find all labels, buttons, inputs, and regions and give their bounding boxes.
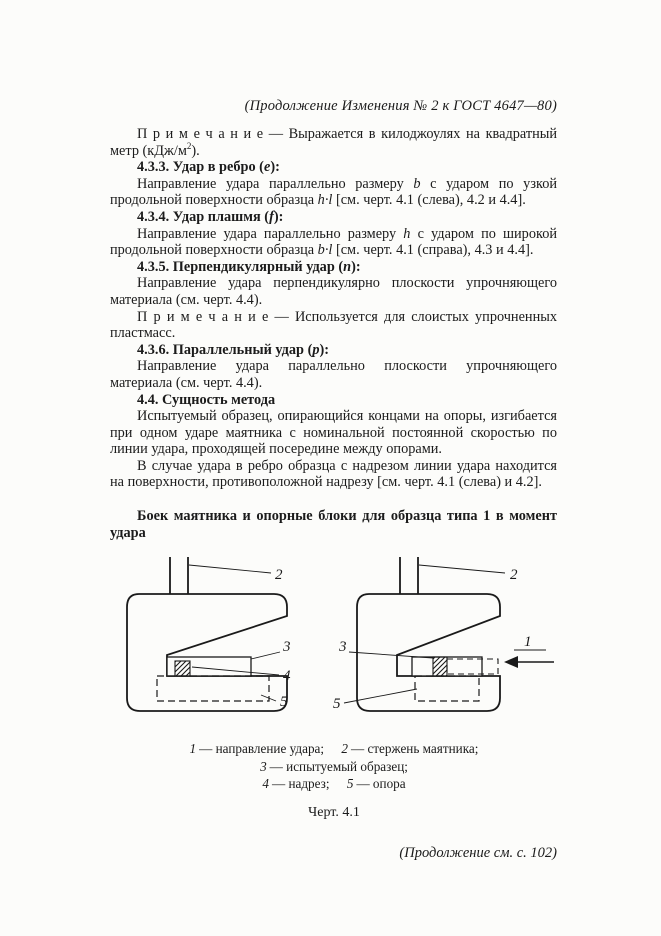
para-4-4-2: В случае удара в ребро образца с надрезом линии удара находится на поверхности, противоположной надрезу [см. черт. 4.1 (слева) и 4.2].	[110, 457, 557, 491]
label-5-right: 5	[333, 696, 341, 713]
figure-caption: Черт. 4.1	[308, 804, 360, 820]
para-4-3-4: Направление удара параллельно размеру h с ударом по широкой продольной поверхности образца b·l [см. черт. 4.1 (справа), 4.3 и 4.4].	[110, 225, 557, 259]
para-4-3-3: Направление удара параллельно размеру b с ударом по узкой продольной поверхности образца h·l [см. черт. 4.1 (слева), 4.2 и 4.4].	[110, 175, 557, 209]
label-5-left: 5	[280, 694, 288, 711]
notch-hatch-right	[433, 657, 447, 676]
label-3-left: 3	[283, 639, 291, 656]
figure-legend	[104, 740, 564, 793]
legend-item-4: 4 — надрез;	[262, 776, 330, 792]
legend-item-1: 1 — направление удара;	[189, 741, 325, 757]
label-1: 1	[524, 634, 532, 651]
label-2-left: 2	[275, 567, 283, 584]
text-block	[110, 126, 557, 541]
notch-hatch-left	[175, 661, 190, 676]
leader-2-right	[419, 565, 505, 573]
page-footer: (Продолжение см. с. 102)	[399, 844, 557, 861]
note-layered-plastics: П р и м е ч а н и е — Используется для слоистых упрочненных пластмасс.	[110, 308, 557, 342]
leader-3-right	[349, 652, 433, 658]
leader-2-left	[189, 565, 271, 573]
pendulum-rod-left	[170, 557, 188, 594]
note-kilojoules: П р и м е ч а н и е — Выражается в килоджоулях на квадратный метр $(кДж/м^2)$.	[110, 126, 557, 159]
legend-line-1	[104, 740, 564, 775]
leader-5-right	[344, 689, 417, 703]
legend-line-2	[104, 775, 564, 793]
support-right	[415, 676, 479, 701]
para-4-3-6: Направление удара параллельно плоскости упрочняющего материала (см. черт. 4.4).	[110, 358, 557, 391]
figure-title-text: Боек маятника и опорные блоки для образца типа 1 в момент удара	[110, 508, 557, 541]
figure-4-1-diagram	[112, 555, 572, 732]
support-left	[157, 676, 269, 701]
para-4-4-1: Испытуемый образец, опирающийся концами на опоры, изгибается при одном ударе маятника с номинальной постоянной скоростью по линии удара, проходящей посередине между опорами.	[110, 408, 557, 458]
figure-title	[110, 508, 557, 541]
page-header: (Продолжение Изменения № 2 к ГОСТ 4647—80)	[244, 98, 557, 114]
legend-item-3: 3 — испытуемый образец;	[260, 758, 408, 774]
legend-item-5: 5 — опора	[346, 776, 406, 792]
pendulum-rod-right	[400, 557, 418, 594]
legend-item-2: 2 — стержень маятника;	[341, 741, 479, 757]
pendulum-striker-drawing	[112, 555, 572, 727]
impact-direction-arrow	[504, 650, 554, 668]
heading-4-3-5: 4.3.5. Перпендикулярный удар (n):	[137, 258, 361, 275]
label-2-right: 2	[510, 567, 518, 584]
leader-3-left	[251, 652, 280, 659]
para-4-3-5: Направление удара перпендикулярно плоскости упрочняющего материала (см. черт. 4.4).	[110, 275, 557, 308]
striker-body-left	[127, 594, 287, 711]
heading-4-3-4: 4.3.4. Удар плашмя (f):	[137, 208, 284, 225]
label-3-right: 3	[339, 639, 347, 656]
heading-4-3-6: 4.3.6. Параллельный удар (р):	[137, 341, 330, 358]
heading-4-3-3: 4.3.3. Удар в ребро (е):	[137, 159, 280, 176]
heading-4-4: 4.4. Сущность метода	[137, 391, 276, 408]
label-4: 4	[283, 668, 291, 685]
